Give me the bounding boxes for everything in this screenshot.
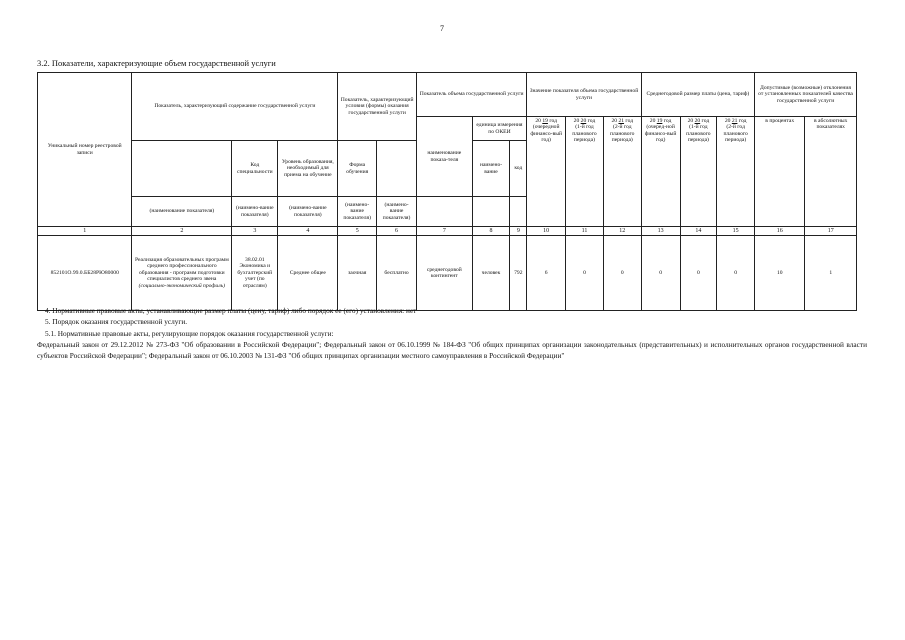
column-number: 17 <box>805 227 857 236</box>
unit-cell: человек <box>472 236 510 311</box>
indicator-name-header: наименование показа-теля <box>417 117 473 197</box>
value-cell: 0 <box>603 236 641 311</box>
unit-name-header: наимено-вание <box>472 141 510 197</box>
value-cell: 0 <box>566 236 604 311</box>
deviation-group-header: Допустимые (возможные) отклонения от установленных показателей качества государственной услуги <box>755 73 857 117</box>
column-number: 1 <box>38 227 132 236</box>
year-header-4: 20 19 год (очеред-ной финансо-вый год) <box>641 117 680 227</box>
section-title: 3.2. Показатели, характеризующие объем государственной услуги <box>37 58 276 68</box>
year-header-5: 20 20 год (1-й год планового периода) <box>680 117 717 227</box>
year-header-6: 20 21 год (2-й год планового периода) <box>717 117 755 227</box>
name-placeholder: (наимено-вание показателя) <box>377 197 417 227</box>
note-4: 4. Нормативные правовые акты, устанавливающие размер платы (цену, тариф) либо порядок ее (его) установления: нет <box>45 306 417 315</box>
conditions-group-header: Показатель, характеризующий условия (формы) оказания государственной услуги <box>338 73 417 141</box>
column-number: 2 <box>132 227 232 236</box>
empty-header-cell <box>510 197 527 227</box>
column-number: 4 <box>278 227 338 236</box>
column-number: 9 <box>510 227 527 236</box>
notes-section <box>37 305 867 361</box>
empty-header-cell <box>132 141 232 197</box>
indicator-cell: среднегодовой контингент <box>417 236 473 311</box>
note-5: 5. Порядок оказания государственной услуги. <box>45 317 188 327</box>
price-cell: 0 <box>680 236 717 311</box>
year-header-2: 20 20 год (1-й год планового периода) <box>566 117 604 227</box>
specialty-code-header: Код специальности <box>232 141 278 197</box>
column-number: 8 <box>472 227 510 236</box>
deviation-absolute-cell: 1 <box>805 236 857 311</box>
name-placeholder: (наимено-вание показателя) <box>278 197 338 227</box>
column-number: 13 <box>641 227 680 236</box>
empty-header-cell <box>377 141 417 197</box>
column-number-row <box>38 227 857 236</box>
specialty-cell: 38.02.01 Экономика и бухгалтерский учет (по отраслям) <box>232 236 278 311</box>
payment-cell: бесплатно <box>377 236 417 311</box>
column-number: 12 <box>603 227 641 236</box>
column-number: 6 <box>377 227 417 236</box>
year-header-3: 20 21 год (2-й год планового периода) <box>603 117 641 227</box>
value-group-header: Значение показателя объема государственной услуги <box>527 73 641 117</box>
name-placeholder: (наименование показателя) <box>132 197 232 227</box>
laws-paragraph: Федеральный закон от 29.12.2012 № 273-ФЗ "Об образовании в Российской Федерации"; Федеральный закон от 06.10.1999 № 184-ФЗ "Об общих принципах организации законодательных (представительных) и исполнительных органов государственной власти субъектов Российской Федерации"; Федеральный закон от 06.10.2003 № 131-ФЗ "Об общих принципах организации местного самоуправления в Российской Федерации" <box>37 339 867 361</box>
registry-header: Уникальный номер реестровой записи <box>38 73 132 227</box>
unit-group-header: единица измерения по ОКЕИ <box>472 117 527 141</box>
column-number: 15 <box>717 227 755 236</box>
column-number: 10 <box>527 227 566 236</box>
empty-header-cell <box>472 197 510 227</box>
name-placeholder: (наимено-вание показателя) <box>232 197 278 227</box>
education-level-header: Уровень образования, необходимый для приема на обучение <box>278 141 338 197</box>
price-group-header: Среднегодовой размер платы (цена, тариф) <box>641 73 754 117</box>
name-placeholder: (наимено-вание показателя) <box>338 197 377 227</box>
note-5-1: 5.1. Нормативные правовые акты, регулирующие порядок оказания государственной услуги: <box>45 328 334 338</box>
deviation-percent-cell: 10 <box>755 236 805 311</box>
level-cell: Среднее общее <box>278 236 338 311</box>
form-of-study-header: Форма обучения <box>338 141 377 197</box>
code-header: код <box>510 141 527 197</box>
value-cell: 6 <box>527 236 566 311</box>
unit-code-cell: 792 <box>510 236 527 311</box>
price-cell: 0 <box>717 236 755 311</box>
empty-header-cell <box>417 197 473 227</box>
column-number: 16 <box>755 227 805 236</box>
form-cell: заочная <box>338 236 377 311</box>
table-row <box>38 236 857 311</box>
column-number: 11 <box>566 227 604 236</box>
column-number: 7 <box>417 227 473 236</box>
volume-table <box>37 72 857 311</box>
deviation-percent-header: в процентах <box>755 117 805 227</box>
registry-id-cell: 852101О.99.0.ББ28РЮ80000 <box>38 236 132 311</box>
year-header-1: 20 19 год (очередной финансо-вый год) <box>527 117 566 227</box>
volume-group-header: Показатель объема государственной услуги <box>417 73 527 117</box>
page-number: 7 <box>440 24 444 33</box>
column-number: 14 <box>680 227 717 236</box>
column-number: 3 <box>232 227 278 236</box>
content-group-header: Показатель, характеризующий содержание государственной услуги <box>132 73 338 141</box>
column-number: 5 <box>338 227 377 236</box>
price-cell: 0 <box>641 236 680 311</box>
deviation-absolute-header: в абсолютных показателях <box>805 117 857 227</box>
program-cell: Реализация образовательных программ среднего профессионального образования - программ подготовки специалистов среднего звена (социально-экономический профиль) <box>132 236 232 311</box>
